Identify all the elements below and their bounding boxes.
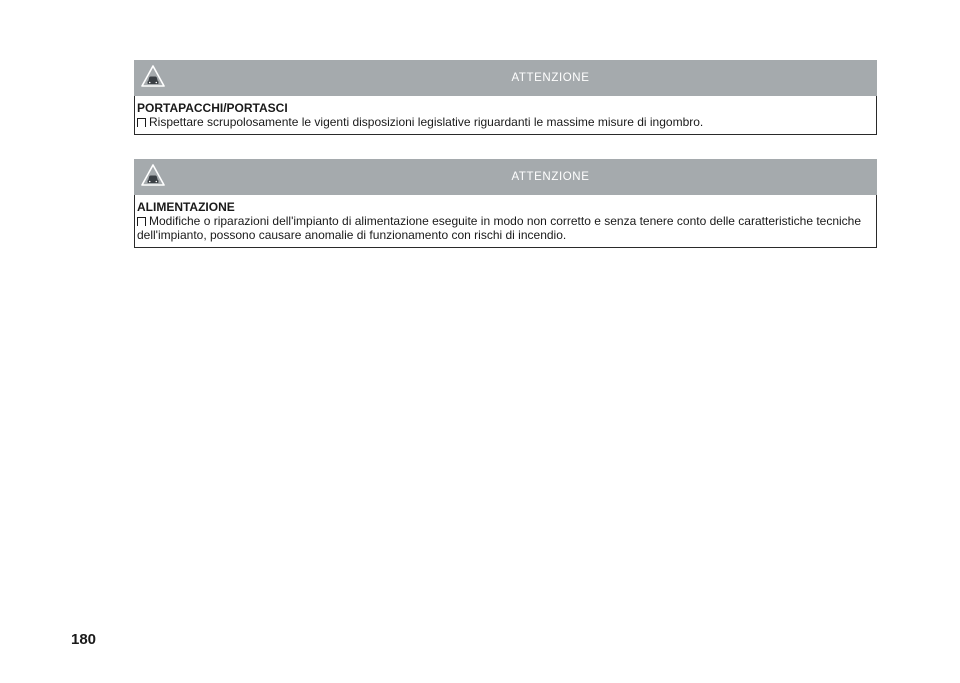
warning-text: Modifiche o riparazioni dell'impianto di alimentazione eseguite in modo non corretto e senza tenere conto delle caratteristiche tecniche dell'impianto, possono causare anomalie di funzionamento con rischi di incendio. bbox=[137, 214, 862, 242]
bullet-icon bbox=[137, 118, 146, 127]
warning-title: ATTENZIONE bbox=[511, 72, 590, 84]
warning-text: Rispettare scrupolosamente le vigenti disposizioni legislative riguardanti le massime misure di ingombro. bbox=[149, 115, 704, 129]
warning-body bbox=[135, 195, 876, 247]
warning-heading: PORTAPACCHI/PORTASCI bbox=[137, 101, 288, 115]
warning-heading: ALIMENTAZIONE bbox=[137, 200, 235, 214]
warning-header bbox=[134, 159, 877, 195]
warning-box-1 bbox=[134, 60, 877, 135]
warning-title: ATTENZIONE bbox=[511, 171, 590, 183]
page-number: 180 bbox=[71, 631, 97, 648]
warning-header bbox=[134, 60, 877, 96]
warning-text-paragraph bbox=[137, 115, 870, 129]
warning-text-paragraph bbox=[137, 214, 870, 242]
bullet-icon bbox=[137, 217, 146, 226]
warning-body bbox=[135, 96, 876, 134]
warning-box-2 bbox=[134, 159, 877, 248]
